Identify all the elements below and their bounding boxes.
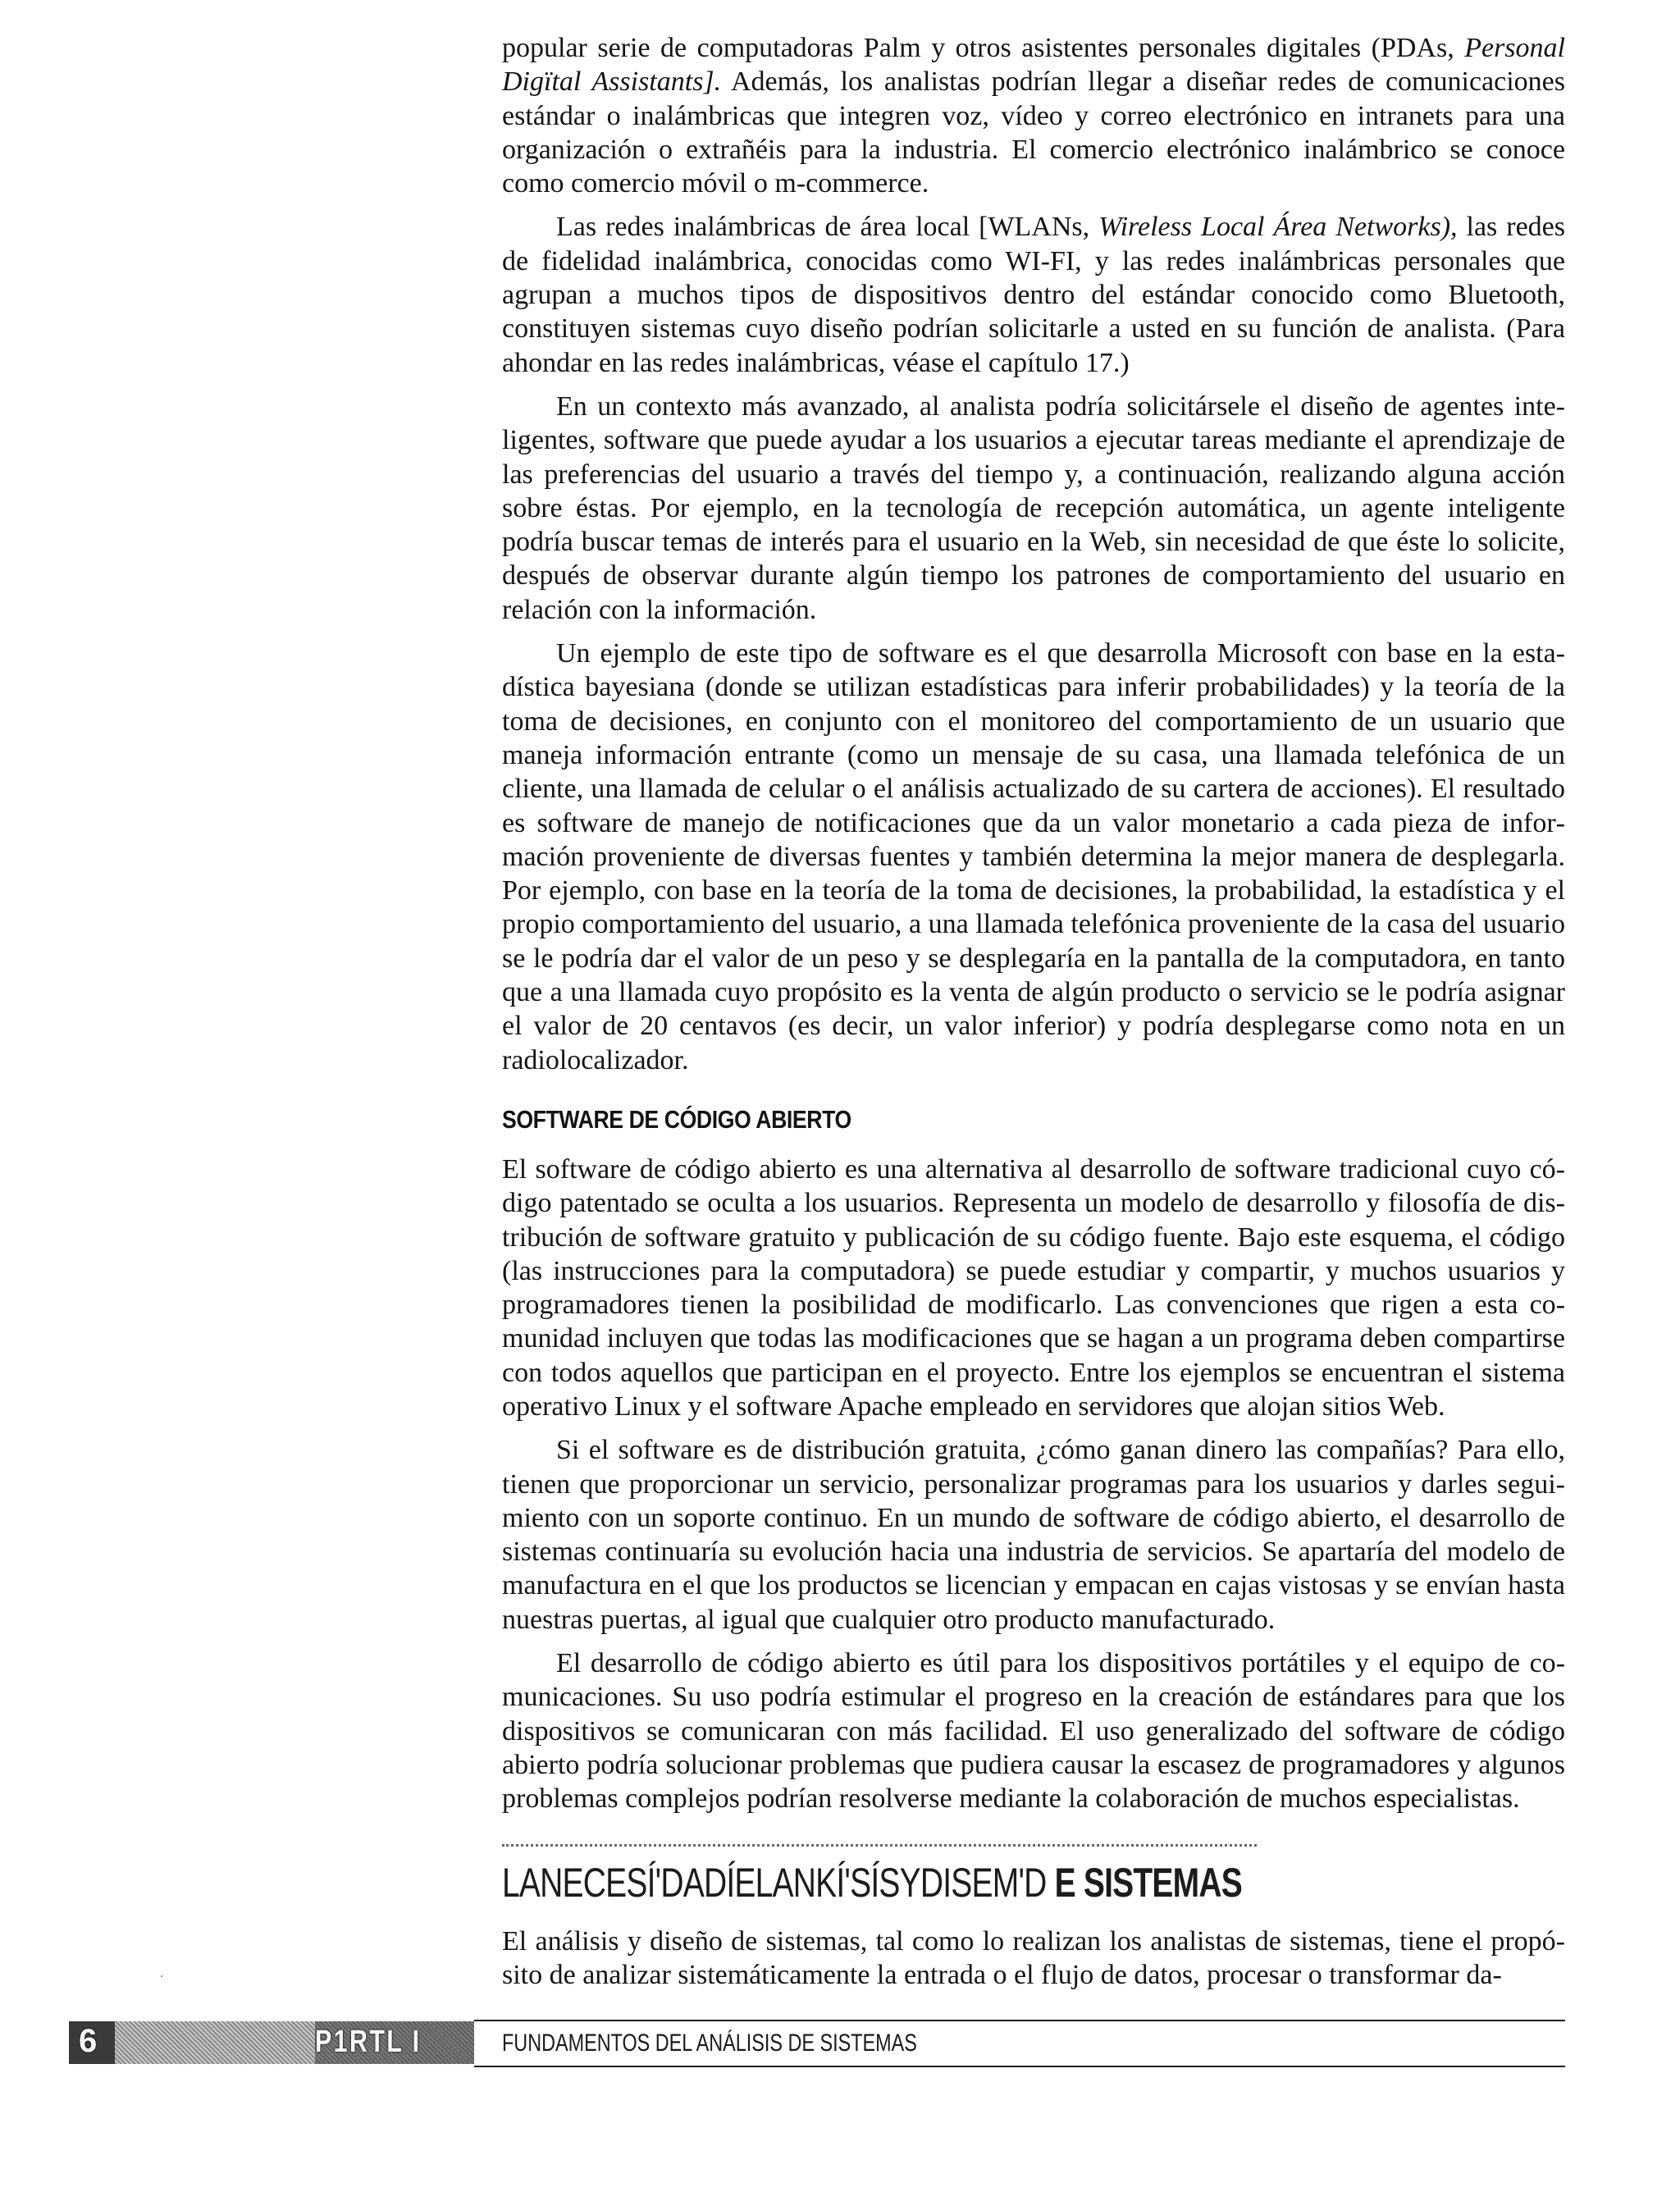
- text-column: [502, 31, 1565, 2002]
- paragraph: En un contexto más avanzado, al analista podría solicitársele el diseño de agentes inteligentes, software que puede ayudar a los usuarios a ejecutar tareas mediante el aprendizaje de las preferencias del usuario a través del tiempo y, a continuación, realizando alguna acción sobre éstas. Por ejemplo, en la tecnología de recepción automática, un agente inteligente podría buscar temas de interés para el usuario en la Web, sin necesidad de que éste lo solicite, después de observar durante algún tiempo los patrones de comportamiento del usuario en relación con la información.: [502, 390, 1565, 625]
- running-title: FUNDAMENTOS DEL ANÁLISIS DE SISTEMAS: [502, 2030, 917, 2057]
- paragraph: [502, 31, 1565, 200]
- paragraph-italic: Personal Digïtal Assistants].: [502, 33, 1565, 98]
- dotted-rule: [502, 1844, 1257, 1852]
- paragraph: [502, 210, 1565, 379]
- paragraph-text: Además, los analistas podrían llegar a diseñar redes de comunicaciones estándar o inalámbricas que integren voz, vídeo y correo electrónico en intranets para una organización o extrañéis para la industria. El comercio electrónico inalámbrico se conoce como comercio móvil o m-commerce.: [502, 66, 1565, 199]
- paragraph-italic: Wireless Local Área Networks),: [1098, 212, 1458, 243]
- footer-rule-bottom: [474, 2066, 1565, 2067]
- chapter-heading-bold-text: E SISTEMAS: [1054, 1859, 1242, 1906]
- paragraph-text: popular serie de computadoras Palm y otros asistentes personales digitales (PDAs,: [502, 33, 1465, 63]
- paragraph: El software de código abierto es una alternativa al desarrollo de software tradicional cuyo código patentado se oculta a los usuarios. Representa un modelo de desarrollo y filosofía de distribución de software gratuito y publicación de su código fuente. Bajo este esquema, el código (las instrucciones para la computadora) se puede estudiar y compartir, y muchos usuarios y programadores tienen la posibilidad de modificarlo. Las convenciones que rigen a esta comunidad incluyen que todas las modificaciones que se hagan a un programa deben compartirse con todos aquellos que participan en el proyecto. Entre los ejemplos se encuentran el sistema operativo Linux y el software Apache empleado en servidores que alojan sitios Web.: [502, 1153, 1565, 1422]
- chapter-heading-text: LANECESÍ'DADÍELANKÍ'SÍSYDISEM'D: [502, 1859, 1055, 1906]
- chapter-heading-block: [502, 1844, 1565, 1906]
- chapter-heading: [502, 1859, 1331, 1906]
- footer-part-banner: [69, 2021, 474, 2064]
- paragraph-text: Las redes inalámbricas de área local [WLANs,: [556, 212, 1099, 243]
- page-number: 6: [79, 2023, 98, 2059]
- paragraph: Un ejemplo de este tipo de software es el que desarrolla Microsoft con base en la estadística bayesiana (donde se utilizan estadísticas para inferir probabilidades) y la teoría de la toma de decisiones, en conjunto con el monitoreo del comportamiento de un usuario que maneja información entrante (como un mensaje de su casa, una llamada telefónica de un cliente, una llamada de celular o el análisis actualizado de su cartera de acciones). El resultado es software de manejo de notificaciones que da un valor monetario a cada pieza de información proveniente de diversas fuentes y también determina la mejor manera de desplegarla. Por ejemplo, con base en la teoría de la toma de decisiones, la probabilidad, la estadística y el propio comportamiento del usuario, a una llamada telefónica proveniente de la casa del usuario se le podría dar el valor de un peso y se desplegaría en la pantalla de la computadora, en tanto que a una llamada cuyo propósito es la venta de algún producto o servicio se le podría asignar el valor de 20 centavos (es decir, un valor inferior) y podría desplegarse como nota en un radiolocalizador.: [502, 638, 1565, 1075]
- part-label: P1RTL I: [315, 2025, 422, 2059]
- paragraph: El análisis y diseño de sistemas, tal como lo realizan los analistas de sistemas, tiene el propósito de analizar sistemáticamente la entrada o el flujo de datos, procesar o transformar da-: [502, 1925, 1565, 1990]
- footer-rule-top: [474, 2020, 1565, 2021]
- paragraph: El desarrollo de código abierto es útil para los dispositivos portátiles y el equipo de comunicaciones. Su uso podría estimular el progreso en la creación de estándares para que los dispositivos se comunicaran con más facilidad. El uso generalizado del software de código abierto podría solucionar problemas que pudiera causar la escasez de programadores y algunos problemas complejos podrían resolverse mediante la colaboración de muchos especialistas.: [502, 1648, 1565, 1815]
- paragraph-text: las redes de fidelidad inalámbrica, conocidas como WI-FI, y las redes inalámbricas personales que agrupan a muchos tipos de dispositivos dentro del estándar conocido como Bluetooth, constituyen sistemas cuyo diseño podrían solicitarle a usted en su función de analista. (Para ahondar en las redes inalámbricas, véase el capítulo 17.): [502, 212, 1565, 378]
- paragraph: Si el software es de distribución gratuita, ¿cómo ganan dinero las compañías? Para ello, tienen que proporcionar un servicio, personalizar programas para los usuarios y darles seguimiento con un soporte continuo. En un mundo de software de código abierto, el desarrollo de sistemas continuaría su evolución hacia una industria de servicios. Se apartaría del modelo de manufactura en el que los productos se licencian y empacan en cajas vistosas y se envían hasta nuestras puertas, al igual que cualquier otro producto manufacturado.: [502, 1435, 1565, 1635]
- scan-speck: [161, 1975, 162, 1977]
- section-heading: SOFTWARE DE CÓDIGO ABIERTO: [502, 1104, 851, 1134]
